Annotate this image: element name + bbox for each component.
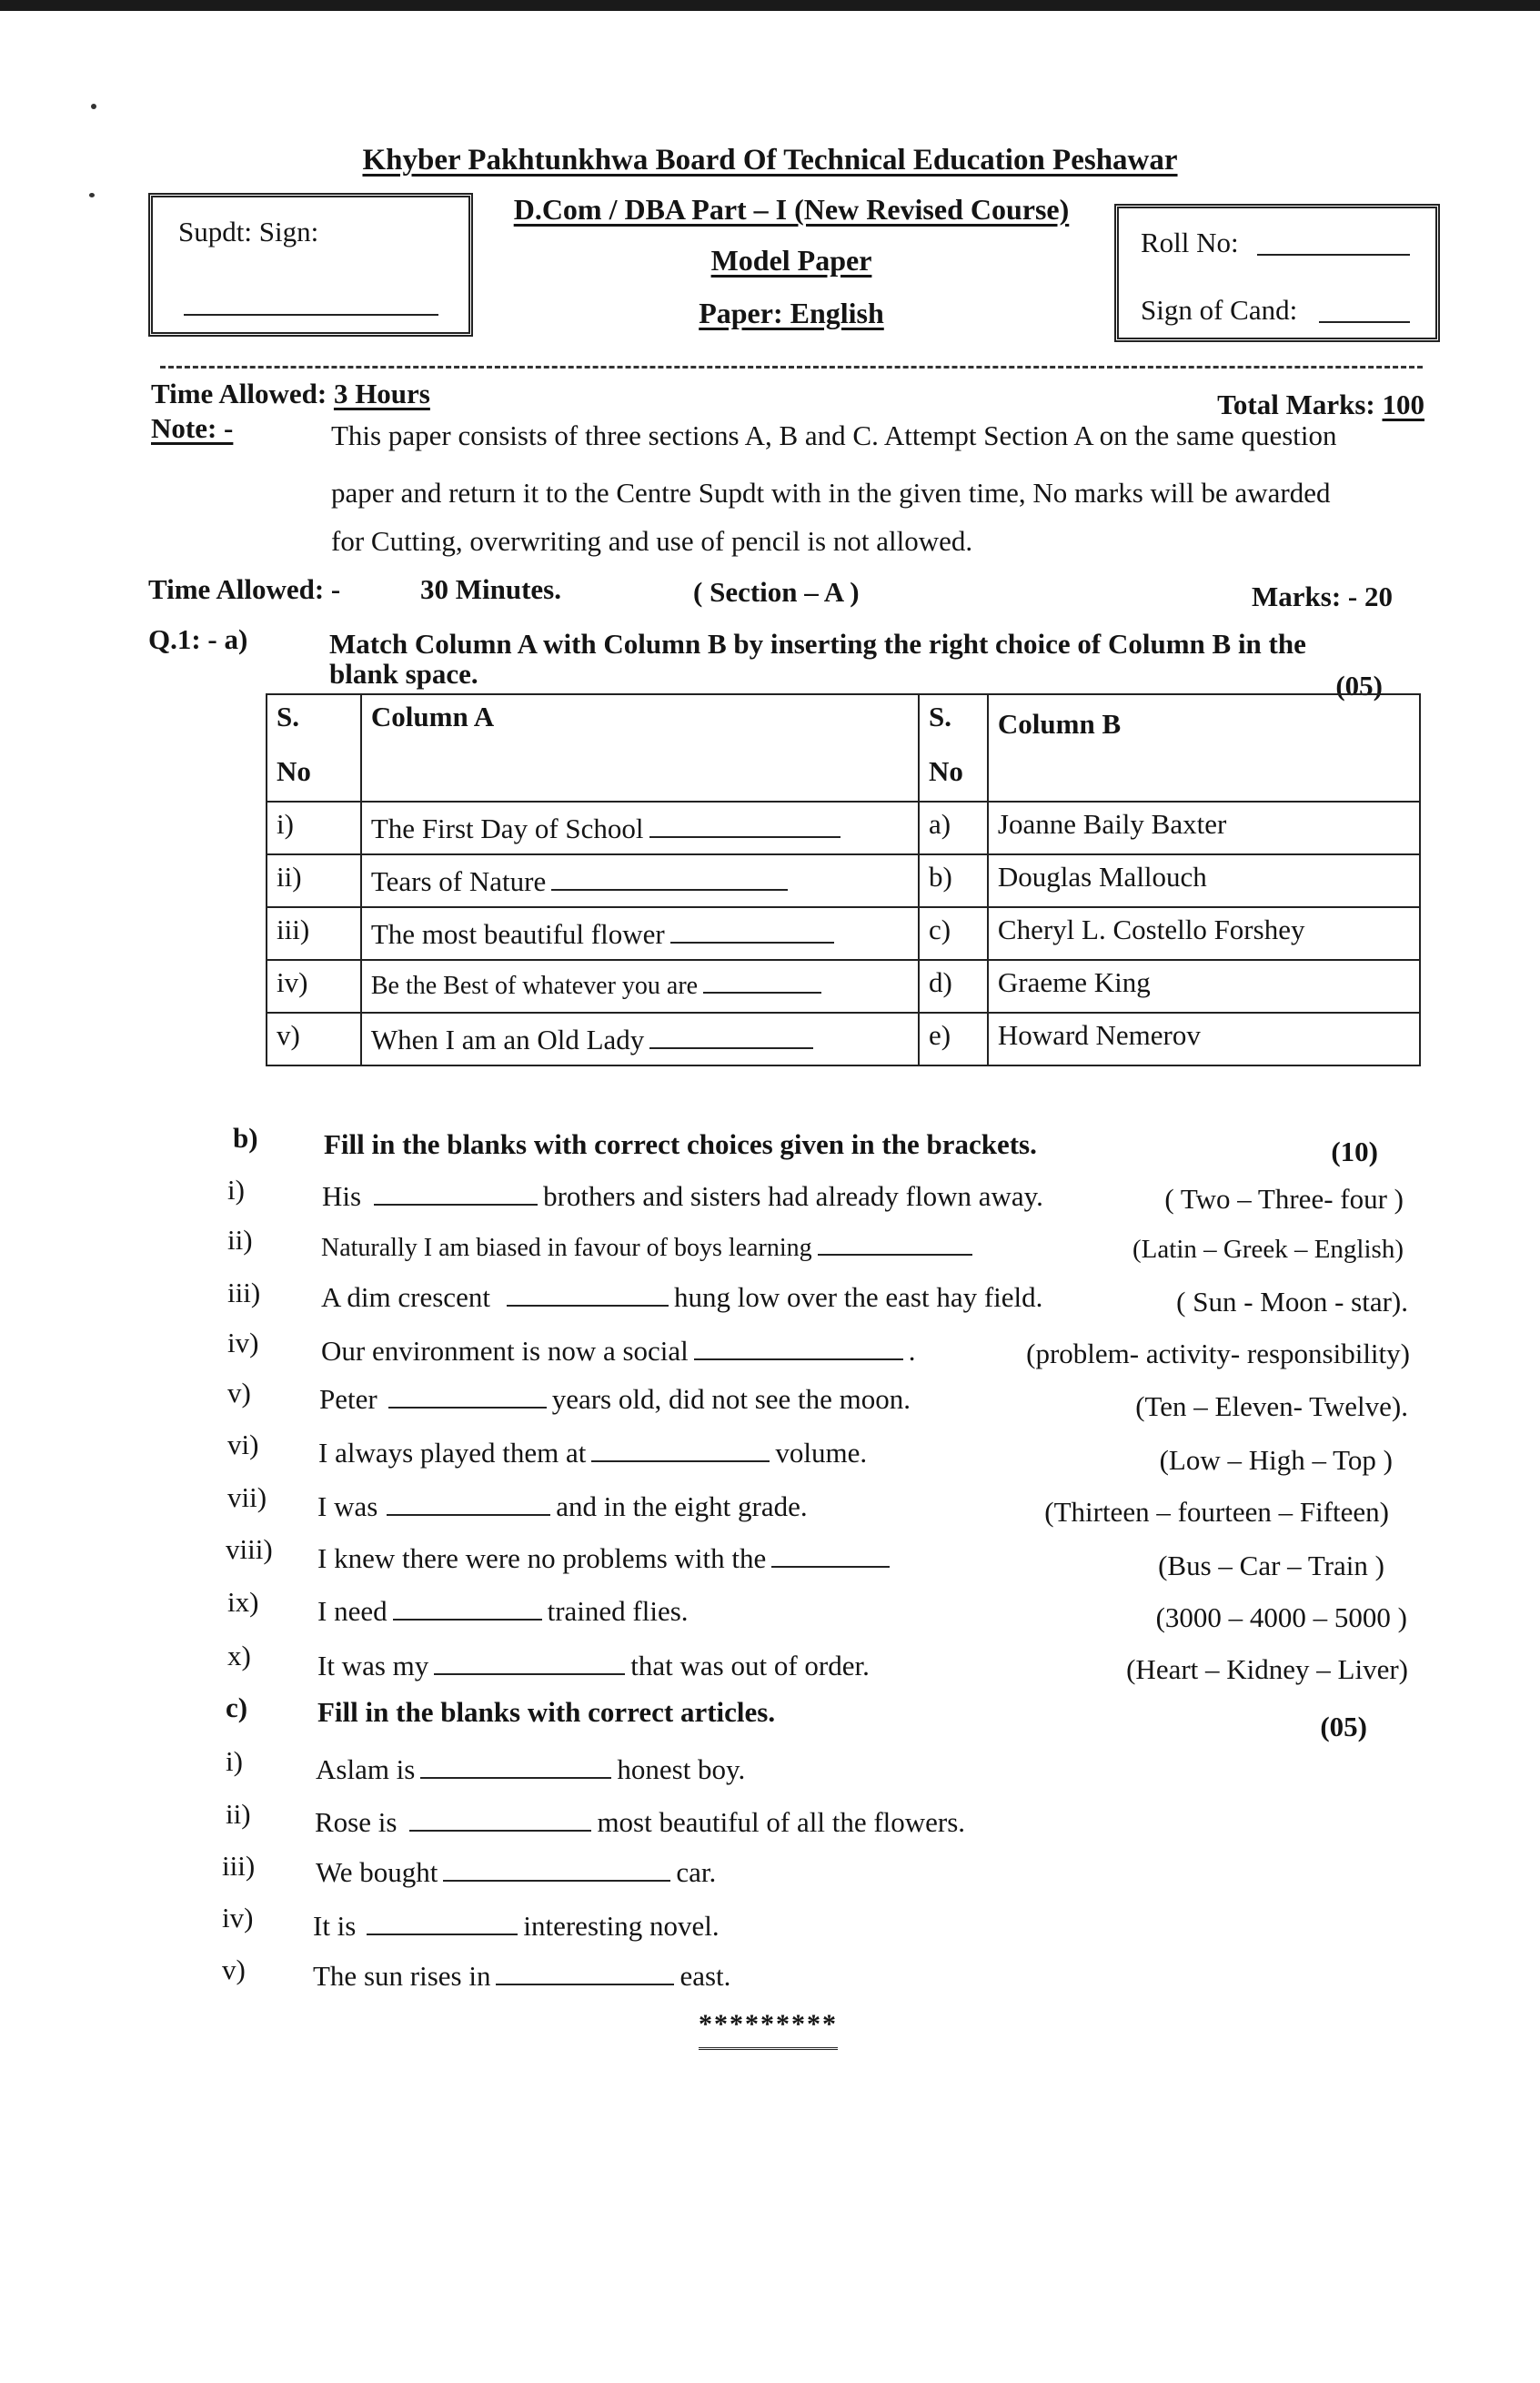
item-number: i): [227, 1174, 245, 1206]
answer-blank[interactable]: [591, 1432, 770, 1462]
supdt-sign-label: Supdt: Sign:: [178, 216, 319, 247]
board-title: Khyber Pakhtunkhwa Board Of Technical Education Peshawar: [362, 144, 1178, 177]
section-a-marks: Marks: - 20: [1252, 581, 1393, 612]
time-allowed: [151, 378, 430, 410]
item-options: (problem- activity- responsibility): [1026, 1338, 1410, 1369]
item-sentence: A dim crescent hung low over the east hay field.: [321, 1277, 1042, 1314]
match-table-header: [267, 694, 1420, 802]
answer-blank[interactable]: [393, 1590, 542, 1621]
match-table: [266, 693, 1421, 1066]
end-stars: *********: [699, 2009, 838, 2050]
answer-blank[interactable]: [434, 1645, 625, 1675]
item-number: i): [226, 1745, 243, 1777]
answer-blank[interactable]: [771, 1538, 890, 1568]
row-sno-b: e): [919, 1013, 988, 1065]
item-number: v): [227, 1377, 251, 1409]
row-sno-b: a): [919, 802, 988, 854]
item-number: x): [227, 1640, 251, 1671]
item-sentence: I was and in the eight grade.: [317, 1486, 808, 1523]
answer-blank[interactable]: [649, 1019, 813, 1049]
answer-blank[interactable]: [694, 1330, 903, 1360]
row-sno-a: iii): [267, 907, 361, 960]
row-column-a: The First Day of School: [361, 802, 919, 854]
item-sentence: It was my that was out of order.: [317, 1645, 870, 1682]
row-column-a: Be the Best of whatever you are: [361, 960, 919, 1013]
item-options: (3000 – 4000 – 5000 ): [1155, 1601, 1407, 1633]
roll-no-line: [1257, 254, 1410, 256]
item-sentence: Peter years old, did not see the moon.: [319, 1378, 911, 1416]
row-sno-a: v): [267, 1013, 361, 1065]
item-number: vi): [227, 1429, 259, 1460]
time-allowed-label: Time Allowed:: [151, 378, 327, 409]
answer-blank[interactable]: [420, 1749, 611, 1779]
item-sentence: Rose is most beautiful of all the flowers.: [315, 1802, 965, 1839]
item-options: (Thirteen – fourteen – Fifteen): [1044, 1496, 1389, 1528]
q1a-marks: (05): [1335, 670, 1383, 702]
q1b-label: b): [233, 1122, 258, 1154]
section-a-title: ( Section – A ): [693, 576, 860, 608]
row-sno-b: d): [919, 960, 988, 1013]
answer-blank[interactable]: [818, 1228, 972, 1256]
table-row: [267, 802, 1420, 854]
q1a-instruction-1: Match Column A with Column B by inserting the right choice of Column B in the: [329, 628, 1306, 660]
section-a-time-value: 30 Minutes.: [420, 573, 561, 605]
row-sno-b: b): [919, 854, 988, 907]
row-column-a: The most beautiful flower: [361, 907, 919, 960]
item-sentence: We bought car.: [316, 1852, 716, 1889]
model-paper-title: Model Paper: [710, 244, 872, 277]
row-sno-a: i): [267, 802, 361, 854]
supdt-sign-box: [148, 193, 473, 337]
sign-of-cand-label: Sign of Cand:: [1141, 294, 1298, 326]
item-sentence: The sun rises in east.: [313, 1955, 730, 1993]
item-options: (Bus – Car – Train ): [1158, 1550, 1384, 1581]
item-sentence: Our environment is now a social .: [321, 1330, 916, 1368]
item-options: ( Sun - Moon - star).: [1176, 1286, 1408, 1318]
q1b-marks: (10): [1331, 1136, 1378, 1167]
item-number: iii): [222, 1850, 256, 1882]
row-sno-a: ii): [267, 854, 361, 907]
supdt-sign-line: [184, 314, 438, 316]
item-options: (Low – High – Top ): [1159, 1444, 1393, 1476]
item-number: iii): [227, 1277, 261, 1308]
item-sentence: Naturally I am biased in favour of boys learning: [321, 1228, 978, 1263]
item-options: ( Two – Three- four ): [1164, 1183, 1404, 1215]
q1a-instruction-2: blank space.: [329, 658, 478, 690]
item-sentence: Aslam is honest boy.: [316, 1749, 745, 1786]
item-sentence: I need trained flies.: [317, 1590, 689, 1628]
header-column-a: Column A: [361, 694, 919, 802]
item-sentence: I always played them at volume.: [318, 1432, 867, 1469]
dashed-divider: [160, 366, 1423, 369]
candidate-box: [1114, 204, 1440, 342]
paper-title: Paper: English: [699, 297, 884, 329]
answer-blank[interactable]: [507, 1277, 669, 1307]
table-row: [267, 960, 1420, 1013]
item-number: iv): [227, 1327, 259, 1358]
q1c-instruction: Fill in the blanks with correct articles.: [317, 1696, 776, 1728]
answer-blank[interactable]: [670, 914, 834, 944]
answer-blank[interactable]: [409, 1802, 591, 1832]
answer-blank[interactable]: [374, 1176, 538, 1206]
header-column-b: Column B: [988, 694, 1420, 802]
sign-of-cand-line: [1319, 321, 1410, 323]
section-a-time-label: Time Allowed: -: [148, 573, 341, 605]
roll-no-label: Roll No:: [1141, 227, 1239, 258]
note-line-2: paper and return it to the Centre Supdt with in the given time, No marks will be awarded: [331, 477, 1331, 509]
answer-blank[interactable]: [387, 1486, 550, 1516]
total-marks-label: Total Marks:: [1217, 389, 1375, 420]
item-options: (Heart – Kidney – Liver): [1126, 1653, 1408, 1685]
note-line-3: for Cutting, overwriting and use of pencil is not allowed.: [331, 525, 973, 557]
total-marks: [1217, 389, 1424, 421]
answer-blank[interactable]: [703, 966, 821, 994]
scan-speck: [89, 193, 95, 197]
row-sno-b: c): [919, 907, 988, 960]
answer-blank[interactable]: [388, 1378, 547, 1409]
course-title: D.Com / DBA Part – I (New Revised Course): [513, 193, 1070, 226]
item-number: ii): [226, 1798, 251, 1830]
time-allowed-value: 3 Hours: [333, 378, 430, 409]
item-number: iv): [222, 1902, 254, 1934]
item-sentence: His brothers and sisters had already flown away.: [322, 1176, 1043, 1213]
scan-edge: [0, 0, 1540, 11]
answer-blank[interactable]: [496, 1955, 674, 1985]
q1b-instruction: Fill in the blanks with correct choices given in the brackets.: [324, 1128, 1037, 1160]
row-column-b: Joanne Baily Baxter: [988, 802, 1420, 854]
item-number: v): [222, 1954, 246, 1985]
row-column-a: When I am an Old Lady: [361, 1013, 919, 1065]
row-column-b: Howard Nemerov: [988, 1013, 1420, 1065]
row-column-a: Tears of Nature: [361, 854, 919, 907]
total-marks-value: 100: [1382, 389, 1424, 420]
item-number: vii): [227, 1481, 267, 1513]
note-line-1: This paper consists of three sections A, B and C. Attempt Section A on the same question: [331, 419, 1337, 451]
table-row: [267, 907, 1420, 960]
row-column-b: Cheryl L. Costello Forshey: [988, 907, 1420, 960]
header-sno-b: S. No: [919, 694, 988, 802]
item-number: ix): [227, 1586, 259, 1618]
scan-speck: [91, 104, 96, 109]
answer-blank[interactable]: [443, 1852, 670, 1882]
q1a-label: Q.1: - a): [148, 623, 248, 655]
item-number: ii): [227, 1224, 253, 1256]
item-options: (Ten – Eleven- Twelve).: [1135, 1390, 1408, 1422]
answer-blank[interactable]: [649, 808, 840, 838]
table-row: [267, 854, 1420, 907]
item-sentence: It is interesting novel.: [313, 1905, 720, 1943]
note-label: Note: -: [151, 412, 234, 444]
header-sno-a: S. No: [267, 694, 361, 802]
answer-blank[interactable]: [551, 861, 788, 891]
row-column-b: Douglas Mallouch: [988, 854, 1420, 907]
row-column-b: Graeme King: [988, 960, 1420, 1013]
q1c-label: c): [226, 1691, 248, 1723]
table-row: [267, 1013, 1420, 1065]
row-sno-a: iv): [267, 960, 361, 1013]
item-sentence: I knew there were no problems with the: [317, 1538, 895, 1575]
q1c-marks: (05): [1320, 1711, 1367, 1742]
item-number: viii): [226, 1533, 273, 1565]
answer-blank[interactable]: [367, 1905, 518, 1935]
item-options: (Latin – Greek – English): [1132, 1235, 1404, 1264]
